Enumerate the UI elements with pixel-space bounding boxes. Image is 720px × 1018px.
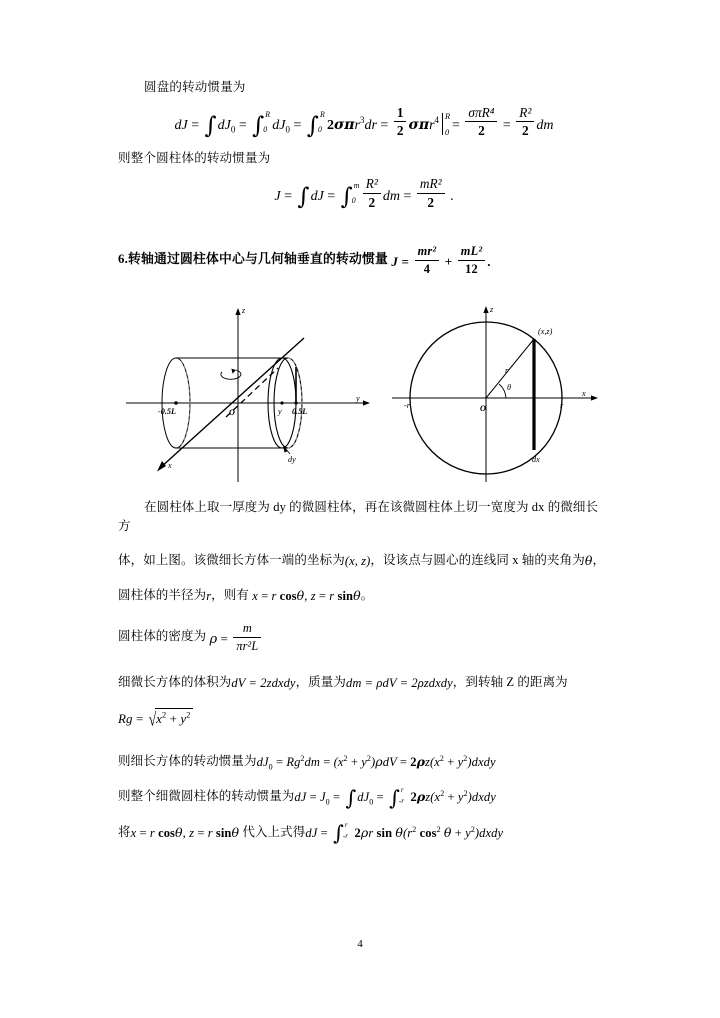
eq-dV: dV = 2zdxdy <box>231 676 296 691</box>
int-upper-R: R <box>265 110 271 120</box>
int-upper-m: m <box>353 181 360 191</box>
dm-term: dm <box>536 117 554 133</box>
body-line-1: 在圆柱体上取一厚度为 dy 的微圆柱体，再在该微圆柱体上切一宽度为 dx 的微细长方 <box>118 500 599 533</box>
frac-num-sigma-pi-R4: σπR⁴ <box>465 105 497 123</box>
density-num: m <box>233 621 261 638</box>
circ-label-origin: O <box>480 404 486 414</box>
sigma-symbol: σ <box>333 116 345 133</box>
density-den: πr²L <box>236 638 259 653</box>
eq-dm: dm = ρdV = 2ρzdxdy <box>345 676 453 691</box>
term1-num: mr² <box>415 244 440 261</box>
figure-cylinder <box>118 290 378 490</box>
circ-label-width-dx: dx <box>532 455 540 465</box>
pi-symbol: π <box>344 116 355 133</box>
section-number: 6. <box>118 252 128 267</box>
theta-inline: θ <box>584 552 593 568</box>
body-line-3: 圆柱体的半径为r，则有 x = r cosθ, z = r sinθ。 <box>118 586 610 605</box>
cyl-label-right-end: 0.5L <box>292 407 308 417</box>
term1-den: 4 <box>423 261 431 276</box>
figure-band <box>118 290 610 490</box>
page-number: 4 <box>357 938 363 950</box>
cyl-axis-label-x: x <box>168 461 172 471</box>
section-title: 转轴通过圆柱体中心与几何轴垂直的转动惯量 <box>128 252 388 267</box>
body-line-5-volume-mass: 细微长方体的体积为dV = 2zdxdy，质量为dm = ρdV = 2ρzdxdy，到转轴 Z 的距离为 <box>118 673 610 692</box>
J-symbol-heading: J <box>391 254 399 270</box>
frac-num-R2: R² <box>516 105 534 123</box>
cylinder-whole-text: 则整个圆柱体的转动惯量为 <box>118 151 271 166</box>
eq-Rg: $Rg = √x^2 + y^2$ <box>118 709 191 730</box>
eq-dJ-substituted: dJ = ∫ r -r 2ρr $\sin \theta(r^2$ $\cos^2 \theta$ + $y^2)dxdy$ <box>305 821 504 846</box>
exp-3: 3 <box>359 114 365 125</box>
coord-xz: (x, z) <box>344 553 371 568</box>
coef-2: 2 <box>326 117 334 133</box>
term2-num: mL² <box>458 244 485 261</box>
disk-intro-text: 圆盘的转动惯量为 <box>144 80 246 94</box>
substitution-expr: x = r cosθ, z = r sinθ <box>130 824 240 840</box>
figure-circle <box>388 290 618 490</box>
circ-label-angle-theta: θ <box>507 383 512 393</box>
cyl-axis-label-z: z <box>242 306 246 316</box>
body-line-7: 则细长方体的转动惯量为$dJ_0 = Rg^2dm = (x^2 + y^2)\rho dV = 2\rho z(x^2$ + $y^2)dxdy$ <box>118 754 496 772</box>
circ-axis-label-x: x <box>582 389 586 399</box>
body-line-8: 则整个细微圆柱体的转动惯量为dJ = $J_0 = \int dJ_0$ = ∫ r -r $2\rho z(x^2$ + $y^2)dxdy$ <box>118 786 496 811</box>
circ-label-neg-r: -r <box>404 401 410 411</box>
term2-den: 12 <box>465 261 478 276</box>
J-symbol: J <box>274 188 281 204</box>
formula-cylinder-J: J = ∫dJ = ∫ m 0 $\frac{\text{R²}}{2}$ dm = $\frac{\text{mR²}}{2}$ . <box>274 175 454 210</box>
exp-4: 4 <box>434 114 439 125</box>
eq-dJ0: $dJ_0 = Rg^2dm = (x^2 + y^2)\rho dV = 2\rho z(x^2$ + $y^2)dxdy$ <box>256 754 496 772</box>
cyl-axis-label-y: y <box>356 394 360 404</box>
cyl-label-y-slice: y <box>278 407 282 417</box>
rho-symbol: ρ <box>209 632 218 648</box>
circ-axis-label-z: z <box>490 305 494 315</box>
limit-lower-neg-r: -r <box>398 797 405 806</box>
eq-dJ-integral: dJ = $J_0 = \int dJ_0$ = ∫ r -r $2\rho z(x^2$ + $y^2)dxdy$ <box>294 786 496 811</box>
body-line-6-distance <box>118 708 610 732</box>
circ-label-pos-r: r <box>560 401 564 411</box>
cyl-label-thickness-dy: dy <box>288 455 296 465</box>
page-content <box>118 78 610 858</box>
body-line-4-density: 圆柱体的密度为 ρ = $\frac{m}{\text{πr²L}}$ <box>118 621 610 653</box>
eq-x-rcos-z-rsin: x = r cosθ, z = r sinθ <box>252 587 361 603</box>
radius-r: r <box>206 588 212 603</box>
limit-upper-r: r <box>400 786 404 795</box>
formula-disk-dJ: dJ = $\int dJ_0$ = ∫ R 0 $dJ_0$ = ∫ R 0 2σπr$^3$dr = $\frac{1}{2}$ σπr$^4$ R 0 = $\frac{\text{σπR⁴}}{2}$ = $\frac{\text{R²}}{2}$ dm <box>174 104 554 139</box>
circ-label-point: (x,z) <box>538 327 553 337</box>
circ-label-radius: r <box>505 366 509 376</box>
body-line-2: 体，如上图。该微细长方体一端的坐标为(x, z)，设该点与圆心的连线同 x 轴的夹角为θ， <box>118 551 610 570</box>
cyl-label-left-end: -0.5L <box>158 407 176 417</box>
cyl-label-origin: O <box>229 408 235 418</box>
int-lower-0: 0 <box>263 124 268 134</box>
section-6-heading: 6.转轴通过圆柱体中心与几何轴垂直的转动惯量 J = $\frac{\text{mr²}}{4}$ + $\frac{\text{mL²}}{12}$ . <box>118 244 491 276</box>
body-line-9: 将x = r cosθ, z = r sinθ 代入上式得dJ = ∫ r -r 2ρr $\sin \theta(r^2$ $\cos^2 \theta$ + $y^2)dxdy$ <box>118 821 504 846</box>
